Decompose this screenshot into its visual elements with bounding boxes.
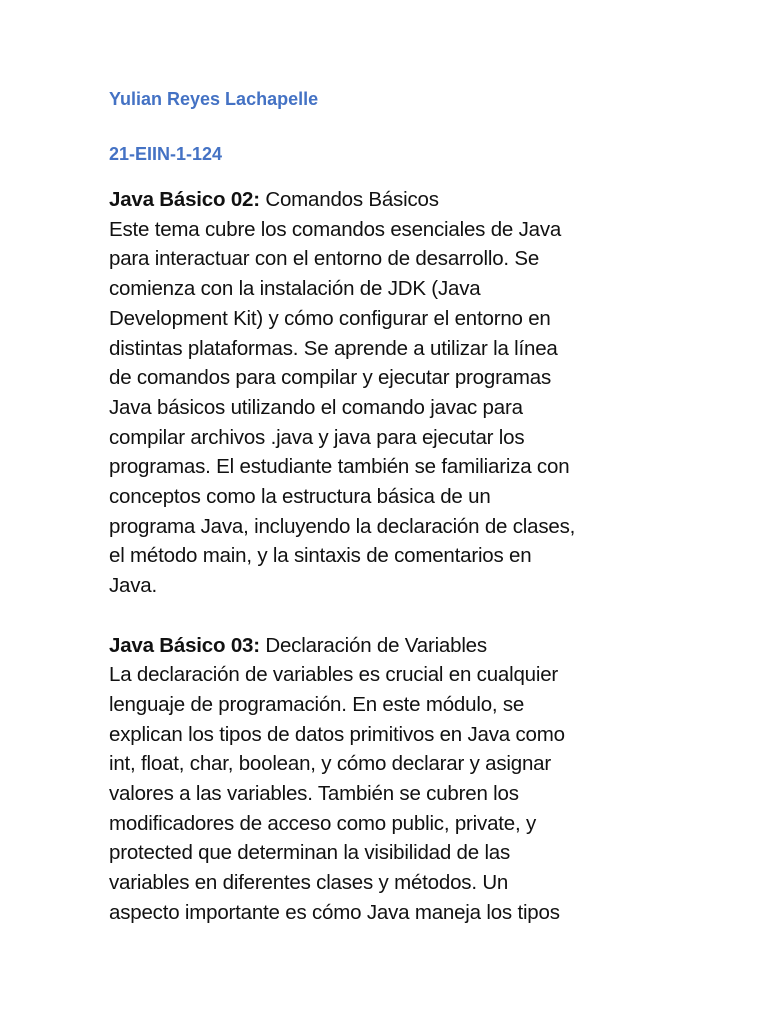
document-page	[109, 86, 669, 928]
paragraph-line: comienza con la instalación de JDK (Java	[109, 277, 481, 301]
paragraph-line: para interactuar con el entorno de desarrollo. Se	[109, 247, 540, 271]
section-java-basico-02	[109, 185, 669, 601]
paragraph-line: int, float, char, boolean, y cómo declarar y asignar	[109, 752, 551, 776]
paragraph-line: programas. El estudiante también se familiariza con	[109, 455, 570, 479]
paragraph-line: conceptos como la estructura básica de un	[109, 485, 491, 509]
paragraph-line: Java básicos utilizando el comando javac para	[109, 395, 523, 419]
paragraph-line: valores a las variables. También se cubren los	[109, 782, 519, 806]
paragraph-line: Development Kit) y cómo configurar el entorno en	[109, 306, 551, 330]
section-heading	[109, 631, 669, 661]
paragraph-line: Java.	[109, 574, 157, 598]
paragraph-line: programa Java, incluyendo la declaración de clases,	[109, 514, 576, 538]
paragraph-line: compilar archivos .java y java para ejecutar los	[109, 425, 525, 449]
paragraph-line: distintas plataformas. Se aprende a utilizar la línea	[109, 336, 558, 360]
paragraph-line: de comandos para compilar y ejecutar programas	[109, 366, 552, 390]
paragraph-line: Este tema cubre los comandos esenciales de Java	[109, 217, 562, 241]
paragraph-line: explican los tipos de datos primitivos en Java como	[109, 722, 565, 746]
section-heading	[109, 185, 669, 215]
paragraph-line: el método main, y la sintaxis de comentarios en	[109, 544, 532, 568]
section-java-basico-03	[109, 631, 669, 928]
student-id: 21-EIIN-1-124	[109, 144, 223, 164]
paragraph-line: protected que determinan la visibilidad de las	[109, 841, 511, 865]
section-heading-title: Declaración de Variables	[259, 633, 487, 657]
paragraph-line: lenguaje de programación. En este módulo, se	[109, 692, 525, 716]
section-heading-label: Java Básico 03:	[109, 633, 260, 657]
author-name: Yulian Reyes Lachapelle	[109, 89, 319, 109]
paragraph-line: variables en diferentes clases y métodos. Un	[109, 871, 509, 895]
section-heading-title: Comandos Básicos	[259, 188, 439, 211]
paragraph-line: modificadores de acceso como public, private, y	[109, 811, 537, 835]
section-heading-label: Java Básico 02:	[109, 188, 260, 211]
paragraph-line: La declaración de variables es crucial en cualquier	[109, 663, 559, 687]
paragraph-line: aspecto importante es cómo Java maneja los tipos	[109, 900, 560, 924]
